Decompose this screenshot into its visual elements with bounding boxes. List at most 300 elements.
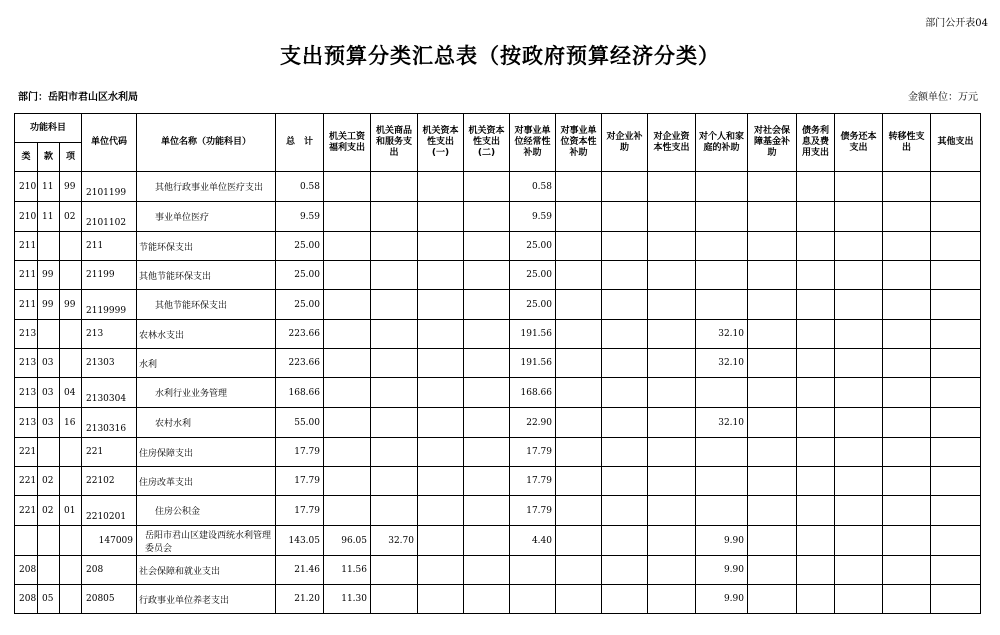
cell-c6 [556, 320, 602, 349]
cell-c5: 9.59 [510, 202, 556, 232]
cell-c8 [648, 408, 696, 438]
cell-kuan: 02 [38, 496, 60, 526]
cell-c5: 17.79 [510, 496, 556, 526]
cell-kuan: 02 [38, 467, 60, 496]
cell-kuan: 99 [38, 261, 60, 290]
cell-c14 [931, 202, 981, 232]
cell-name: 水利 [137, 349, 276, 378]
cell-xiang [60, 467, 82, 496]
cell-c2 [371, 172, 418, 202]
cell-xiang [60, 320, 82, 349]
cell-c13 [883, 172, 931, 202]
cell-c11 [797, 467, 835, 496]
table-row [15, 556, 981, 585]
cell-c5: 22.90 [510, 408, 556, 438]
table-row [15, 438, 981, 467]
header-c11: 债务利息及费用支出 [797, 114, 835, 172]
header-kuan: 款 [38, 143, 60, 172]
header-c6: 对事业单位资本性补助 [556, 114, 602, 172]
cell-code: 221 [82, 438, 137, 467]
cell-name: 住房保障支出 [137, 438, 276, 467]
cell-c5: 0.58 [510, 172, 556, 202]
cell-c8 [648, 202, 696, 232]
cell-c14 [931, 261, 981, 290]
cell-c7 [602, 261, 648, 290]
cell-c10 [748, 585, 797, 614]
header-code: 单位代码 [82, 114, 137, 172]
cell-c12 [835, 556, 883, 585]
table-row [15, 585, 981, 614]
cell-lei: 213 [15, 320, 38, 349]
cell-c7 [602, 349, 648, 378]
cell-c10 [748, 526, 797, 556]
cell-c2 [371, 556, 418, 585]
cell-c10 [748, 290, 797, 320]
cell-c3 [418, 438, 464, 467]
cell-total: 17.79 [276, 438, 324, 467]
cell-c2 [371, 202, 418, 232]
cell-c4 [464, 585, 510, 614]
cell-code: 208 [82, 556, 137, 585]
cell-c11 [797, 349, 835, 378]
cell-lei: 211 [15, 261, 38, 290]
cell-c8 [648, 172, 696, 202]
cell-c14 [931, 585, 981, 614]
header-c5: 对事业单位经常性补助 [510, 114, 556, 172]
cell-c2 [371, 232, 418, 261]
cell-c12 [835, 438, 883, 467]
header-func-group: 功能科目 [15, 114, 82, 143]
header-c7: 对企业补助 [602, 114, 648, 172]
cell-total: 25.00 [276, 232, 324, 261]
table-row [15, 526, 981, 556]
cell-c8 [648, 290, 696, 320]
cell-c13 [883, 232, 931, 261]
cell-c12 [835, 232, 883, 261]
cell-code: 20805 [82, 585, 137, 614]
cell-code: 2130304 [82, 378, 137, 408]
cell-c3 [418, 378, 464, 408]
cell-xiang [60, 438, 82, 467]
cell-name: 水利行业业务管理 [137, 378, 276, 408]
cell-code: 2101199 [82, 172, 137, 202]
cell-code: 2101102 [82, 202, 137, 232]
cell-c2 [371, 585, 418, 614]
cell-c4 [464, 261, 510, 290]
cell-c9: 9.90 [696, 556, 748, 585]
cell-c5: 191.56 [510, 320, 556, 349]
cell-name: 行政事业单位养老支出 [137, 585, 276, 614]
cell-total: 0.58 [276, 172, 324, 202]
cell-c9: 32.10 [696, 349, 748, 378]
cell-c3 [418, 202, 464, 232]
cell-c1: 96.05 [324, 526, 371, 556]
cell-c7 [602, 290, 648, 320]
cell-c13 [883, 261, 931, 290]
cell-c8 [648, 585, 696, 614]
table-row [15, 261, 981, 290]
cell-name: 其他节能环保支出 [137, 290, 276, 320]
cell-c6 [556, 349, 602, 378]
cell-c7 [602, 556, 648, 585]
cell-c1 [324, 378, 371, 408]
cell-c7 [602, 467, 648, 496]
table-row [15, 232, 981, 261]
cell-lei: 211 [15, 232, 38, 261]
header-c13: 转移性支出 [883, 114, 931, 172]
cell-c11 [797, 261, 835, 290]
cell-c3 [418, 467, 464, 496]
cell-c10 [748, 378, 797, 408]
cell-c9 [696, 172, 748, 202]
cell-c7 [602, 172, 648, 202]
cell-c8 [648, 378, 696, 408]
cell-c2 [371, 467, 418, 496]
cell-name: 社会保障和就业支出 [137, 556, 276, 585]
cell-c12 [835, 496, 883, 526]
header-c14: 其他支出 [931, 114, 981, 172]
cell-lei: 213 [15, 349, 38, 378]
cell-c4 [464, 526, 510, 556]
cell-c10 [748, 232, 797, 261]
cell-c2 [371, 438, 418, 467]
cell-c2 [371, 378, 418, 408]
cell-total: 55.00 [276, 408, 324, 438]
cell-c2 [371, 261, 418, 290]
cell-c6 [556, 172, 602, 202]
cell-c1: 11.30 [324, 585, 371, 614]
cell-c8 [648, 320, 696, 349]
cell-c1 [324, 261, 371, 290]
cell-c13 [883, 349, 931, 378]
cell-c1 [324, 408, 371, 438]
cell-c6 [556, 202, 602, 232]
cell-c12 [835, 202, 883, 232]
cell-c14 [931, 467, 981, 496]
cell-c7 [602, 496, 648, 526]
cell-c4 [464, 290, 510, 320]
cell-name: 农村水利 [137, 408, 276, 438]
cell-xiang [60, 261, 82, 290]
cell-total: 25.00 [276, 290, 324, 320]
cell-kuan: 03 [38, 349, 60, 378]
header-c8: 对企业资本性支出 [648, 114, 696, 172]
cell-c3 [418, 496, 464, 526]
cell-c8 [648, 556, 696, 585]
cell-code: 147009 [82, 526, 137, 556]
cell-c1 [324, 496, 371, 526]
cell-c14 [931, 232, 981, 261]
cell-c7 [602, 408, 648, 438]
table-row [15, 496, 981, 526]
cell-c7 [602, 585, 648, 614]
cell-c5: 25.00 [510, 290, 556, 320]
cell-c13 [883, 408, 931, 438]
cell-xiang: 01 [60, 496, 82, 526]
cell-c14 [931, 526, 981, 556]
cell-name: 住房改革支出 [137, 467, 276, 496]
cell-kuan [38, 556, 60, 585]
cell-c11 [797, 556, 835, 585]
cell-c11 [797, 172, 835, 202]
cell-c9 [696, 202, 748, 232]
cell-kuan [38, 232, 60, 261]
header-c4: 机关资本性支出(二) [464, 114, 510, 172]
cell-c6 [556, 232, 602, 261]
cell-c12 [835, 172, 883, 202]
cell-code: 21303 [82, 349, 137, 378]
cell-c1 [324, 202, 371, 232]
cell-c14 [931, 320, 981, 349]
cell-xiang: 04 [60, 378, 82, 408]
cell-c9: 32.10 [696, 320, 748, 349]
cell-c12 [835, 320, 883, 349]
cell-xiang: 02 [60, 202, 82, 232]
cell-xiang [60, 556, 82, 585]
cell-c14 [931, 378, 981, 408]
cell-c11 [797, 438, 835, 467]
cell-c3 [418, 556, 464, 585]
cell-lei: 208 [15, 585, 38, 614]
cell-c13 [883, 496, 931, 526]
cell-c10 [748, 349, 797, 378]
cell-c8 [648, 496, 696, 526]
cell-c12 [835, 526, 883, 556]
cell-c14 [931, 408, 981, 438]
cell-c9: 32.10 [696, 408, 748, 438]
cell-c4 [464, 556, 510, 585]
cell-kuan: 11 [38, 202, 60, 232]
header-lei: 类 [15, 143, 38, 172]
cell-c10 [748, 202, 797, 232]
cell-lei: 221 [15, 467, 38, 496]
cell-c8 [648, 438, 696, 467]
cell-lei: 213 [15, 408, 38, 438]
cell-c11 [797, 585, 835, 614]
cell-c1 [324, 290, 371, 320]
cell-c9 [696, 378, 748, 408]
cell-lei: 221 [15, 438, 38, 467]
cell-xiang: 99 [60, 172, 82, 202]
cell-c4 [464, 349, 510, 378]
cell-total: 223.66 [276, 320, 324, 349]
cell-c9 [696, 232, 748, 261]
department-label: 部门：岳阳市君山区水利局 [18, 92, 138, 103]
cell-c12 [835, 261, 883, 290]
cell-c3 [418, 261, 464, 290]
table-row [15, 202, 981, 232]
cell-c11 [797, 378, 835, 408]
cell-c7 [602, 202, 648, 232]
cell-c14 [931, 496, 981, 526]
cell-c2 [371, 496, 418, 526]
cell-c5: 4.40 [510, 526, 556, 556]
header-c1: 机关工资福利支出 [324, 114, 371, 172]
cell-kuan [38, 320, 60, 349]
cell-lei: 208 [15, 556, 38, 585]
cell-lei [15, 526, 38, 556]
cell-c6 [556, 496, 602, 526]
cell-c8 [648, 349, 696, 378]
cell-c11 [797, 408, 835, 438]
cell-total: 25.00 [276, 261, 324, 290]
cell-lei: 211 [15, 290, 38, 320]
cell-c14 [931, 172, 981, 202]
cell-c6 [556, 526, 602, 556]
cell-code: 2210201 [82, 496, 137, 526]
cell-c4 [464, 408, 510, 438]
cell-kuan [38, 526, 60, 556]
cell-xiang [60, 232, 82, 261]
cell-c12 [835, 408, 883, 438]
cell-c1 [324, 320, 371, 349]
cell-c4 [464, 438, 510, 467]
cell-c9 [696, 290, 748, 320]
cell-c6 [556, 467, 602, 496]
cell-c14 [931, 349, 981, 378]
cell-c12 [835, 378, 883, 408]
cell-c8 [648, 526, 696, 556]
cell-c10 [748, 320, 797, 349]
cell-c8 [648, 467, 696, 496]
cell-c7 [602, 378, 648, 408]
cell-c13 [883, 320, 931, 349]
cell-c6 [556, 290, 602, 320]
cell-total: 21.20 [276, 585, 324, 614]
cell-code: 211 [82, 232, 137, 261]
cell-c6 [556, 556, 602, 585]
cell-lei: 210 [15, 202, 38, 232]
cell-name: 节能环保支出 [137, 232, 276, 261]
cell-c13 [883, 526, 931, 556]
cell-c5: 17.79 [510, 438, 556, 467]
cell-c11 [797, 496, 835, 526]
cell-c1 [324, 467, 371, 496]
cell-c9: 9.90 [696, 585, 748, 614]
cell-c9 [696, 496, 748, 526]
cell-c11 [797, 232, 835, 261]
cell-name: 其他行政事业单位医疗支出 [137, 172, 276, 202]
cell-c13 [883, 438, 931, 467]
cell-code: 21199 [82, 261, 137, 290]
cell-c11 [797, 320, 835, 349]
cell-total: 17.79 [276, 467, 324, 496]
cell-c3 [418, 290, 464, 320]
table-row [15, 408, 981, 438]
cell-c14 [931, 290, 981, 320]
cell-name: 其他节能环保支出 [137, 261, 276, 290]
cell-c14 [931, 438, 981, 467]
cell-c3 [418, 526, 464, 556]
cell-code: 2119999 [82, 290, 137, 320]
cell-c4 [464, 496, 510, 526]
cell-kuan: 03 [38, 378, 60, 408]
cell-c10 [748, 438, 797, 467]
cell-c6 [556, 585, 602, 614]
cell-c10 [748, 496, 797, 526]
table-row [15, 378, 981, 408]
cell-c1 [324, 349, 371, 378]
cell-c6 [556, 378, 602, 408]
header-c3: 机关资本性支出(一) [418, 114, 464, 172]
cell-total: 143.05 [276, 526, 324, 556]
cell-c3 [418, 585, 464, 614]
cell-c7 [602, 232, 648, 261]
cell-code: 2130316 [82, 408, 137, 438]
header-c12: 债务还本支出 [835, 114, 883, 172]
cell-lei: 221 [15, 496, 38, 526]
cell-c9 [696, 438, 748, 467]
cell-c13 [883, 290, 931, 320]
cell-code: 213 [82, 320, 137, 349]
cell-kuan: 99 [38, 290, 60, 320]
cell-c3 [418, 320, 464, 349]
cell-c6 [556, 438, 602, 467]
cell-c13 [883, 467, 931, 496]
cell-total: 223.66 [276, 349, 324, 378]
cell-kuan: 11 [38, 172, 60, 202]
header-c9: 对个人和家庭的补助 [696, 114, 748, 172]
cell-c7 [602, 526, 648, 556]
cell-c3 [418, 408, 464, 438]
cell-c12 [835, 290, 883, 320]
cell-c12 [835, 585, 883, 614]
cell-c1: 11.56 [324, 556, 371, 585]
cell-code: 22102 [82, 467, 137, 496]
cell-c5 [510, 585, 556, 614]
cell-c1 [324, 438, 371, 467]
table-row [15, 290, 981, 320]
cell-c3 [418, 232, 464, 261]
cell-c4 [464, 232, 510, 261]
cell-c6 [556, 261, 602, 290]
cell-c7 [602, 320, 648, 349]
cell-xiang: 99 [60, 290, 82, 320]
cell-c9: 9.90 [696, 526, 748, 556]
cell-c1 [324, 232, 371, 261]
cell-c7 [602, 438, 648, 467]
table-row [15, 349, 981, 378]
cell-c3 [418, 349, 464, 378]
cell-name: 事业单位医疗 [137, 202, 276, 232]
form-number: 部门公开表04 [925, 18, 988, 29]
cell-c9 [696, 261, 748, 290]
cell-name: 岳阳市君山区建设西统水利管理委员会 [137, 526, 276, 556]
cell-c12 [835, 467, 883, 496]
cell-c4 [464, 320, 510, 349]
cell-c2 [371, 290, 418, 320]
cell-c3 [418, 172, 464, 202]
cell-c6 [556, 408, 602, 438]
cell-c2: 32.70 [371, 526, 418, 556]
cell-c4 [464, 467, 510, 496]
cell-c9 [696, 467, 748, 496]
cell-c13 [883, 202, 931, 232]
header-c2: 机关商品和服务支出 [371, 114, 418, 172]
table-row [15, 172, 981, 202]
cell-c11 [797, 290, 835, 320]
cell-xiang [60, 585, 82, 614]
cell-c4 [464, 378, 510, 408]
cell-c10 [748, 172, 797, 202]
cell-c8 [648, 232, 696, 261]
cell-c5: 191.56 [510, 349, 556, 378]
header-xiang: 项 [60, 143, 82, 172]
table-row [15, 467, 981, 496]
cell-lei: 210 [15, 172, 38, 202]
cell-c10 [748, 467, 797, 496]
cell-c10 [748, 556, 797, 585]
